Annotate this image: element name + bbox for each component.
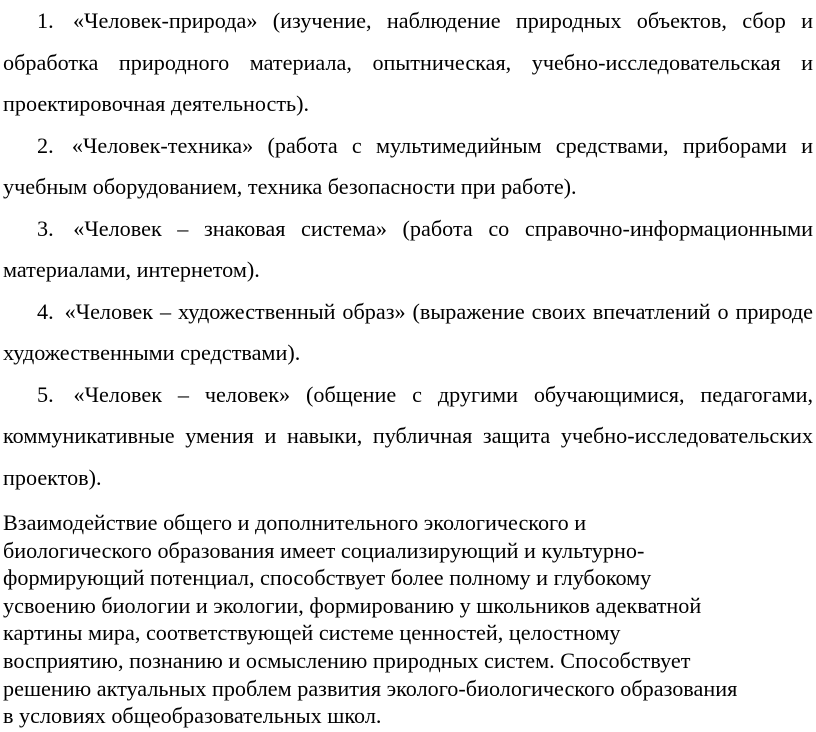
summary-line: формирующий потенциал, способствует более полному и глубокому (3, 565, 652, 591)
list-item (3, 208, 813, 291)
list-item-text: «Человек – знаковая система» (работа со справочно-информационными материалами, интернетом). (3, 215, 813, 282)
summary-paragraph (3, 509, 813, 730)
list-item (3, 291, 813, 374)
list-item-text: «Человек-техника» (работа с мультимедийным средствами, приборами и учебным оборудованием, техника безопасности при работе). (3, 132, 813, 199)
list-item-text: «Человек – художественный образ» (выражение своих впечатлений о природе художественными средствами). (3, 298, 813, 365)
summary-line: биологического образования имеет социализирующий и культурно- (3, 537, 645, 563)
list-item-number: 2. (37, 132, 54, 158)
summary-line: решению актуальных проблем развития эколого-биологического образования (3, 675, 738, 701)
summary-line: усвоению биологии и экологии, формированию у школьников адекватной (3, 592, 702, 618)
list-item-text: «Человек-природа» (изучение, наблюдение природных объектов, сбор и обработка природного материала, опытническая, учебно-исследовательская и проектировочная деятельность). (3, 8, 814, 116)
list-item-number: 1. (37, 8, 54, 33)
list-item-text: «Человек – человек» (общение с другими обучающимися, педагогами, коммуникативные умения и навыки, публичная защита учебно-исследовательских проектов). (3, 381, 813, 490)
summary-line: в условиях общеобразовательных школ. (3, 703, 382, 729)
list-item-number: 4. (37, 298, 54, 324)
interaction-types-list (3, 0, 813, 498)
list-item (3, 374, 813, 499)
summary-line: картины мира, соответствующей системе ценностей, целостному (3, 620, 621, 646)
list-item (3, 125, 813, 208)
list-item (3, 0, 813, 125)
summary-line: восприятию, познанию и осмыслению природных систем. Способствует (3, 647, 691, 673)
summary-line: Взаимодействие общего и дополнительного экологического и (3, 510, 587, 535)
list-item-number: 3. (37, 215, 54, 241)
list-item-number: 5. (37, 381, 54, 407)
